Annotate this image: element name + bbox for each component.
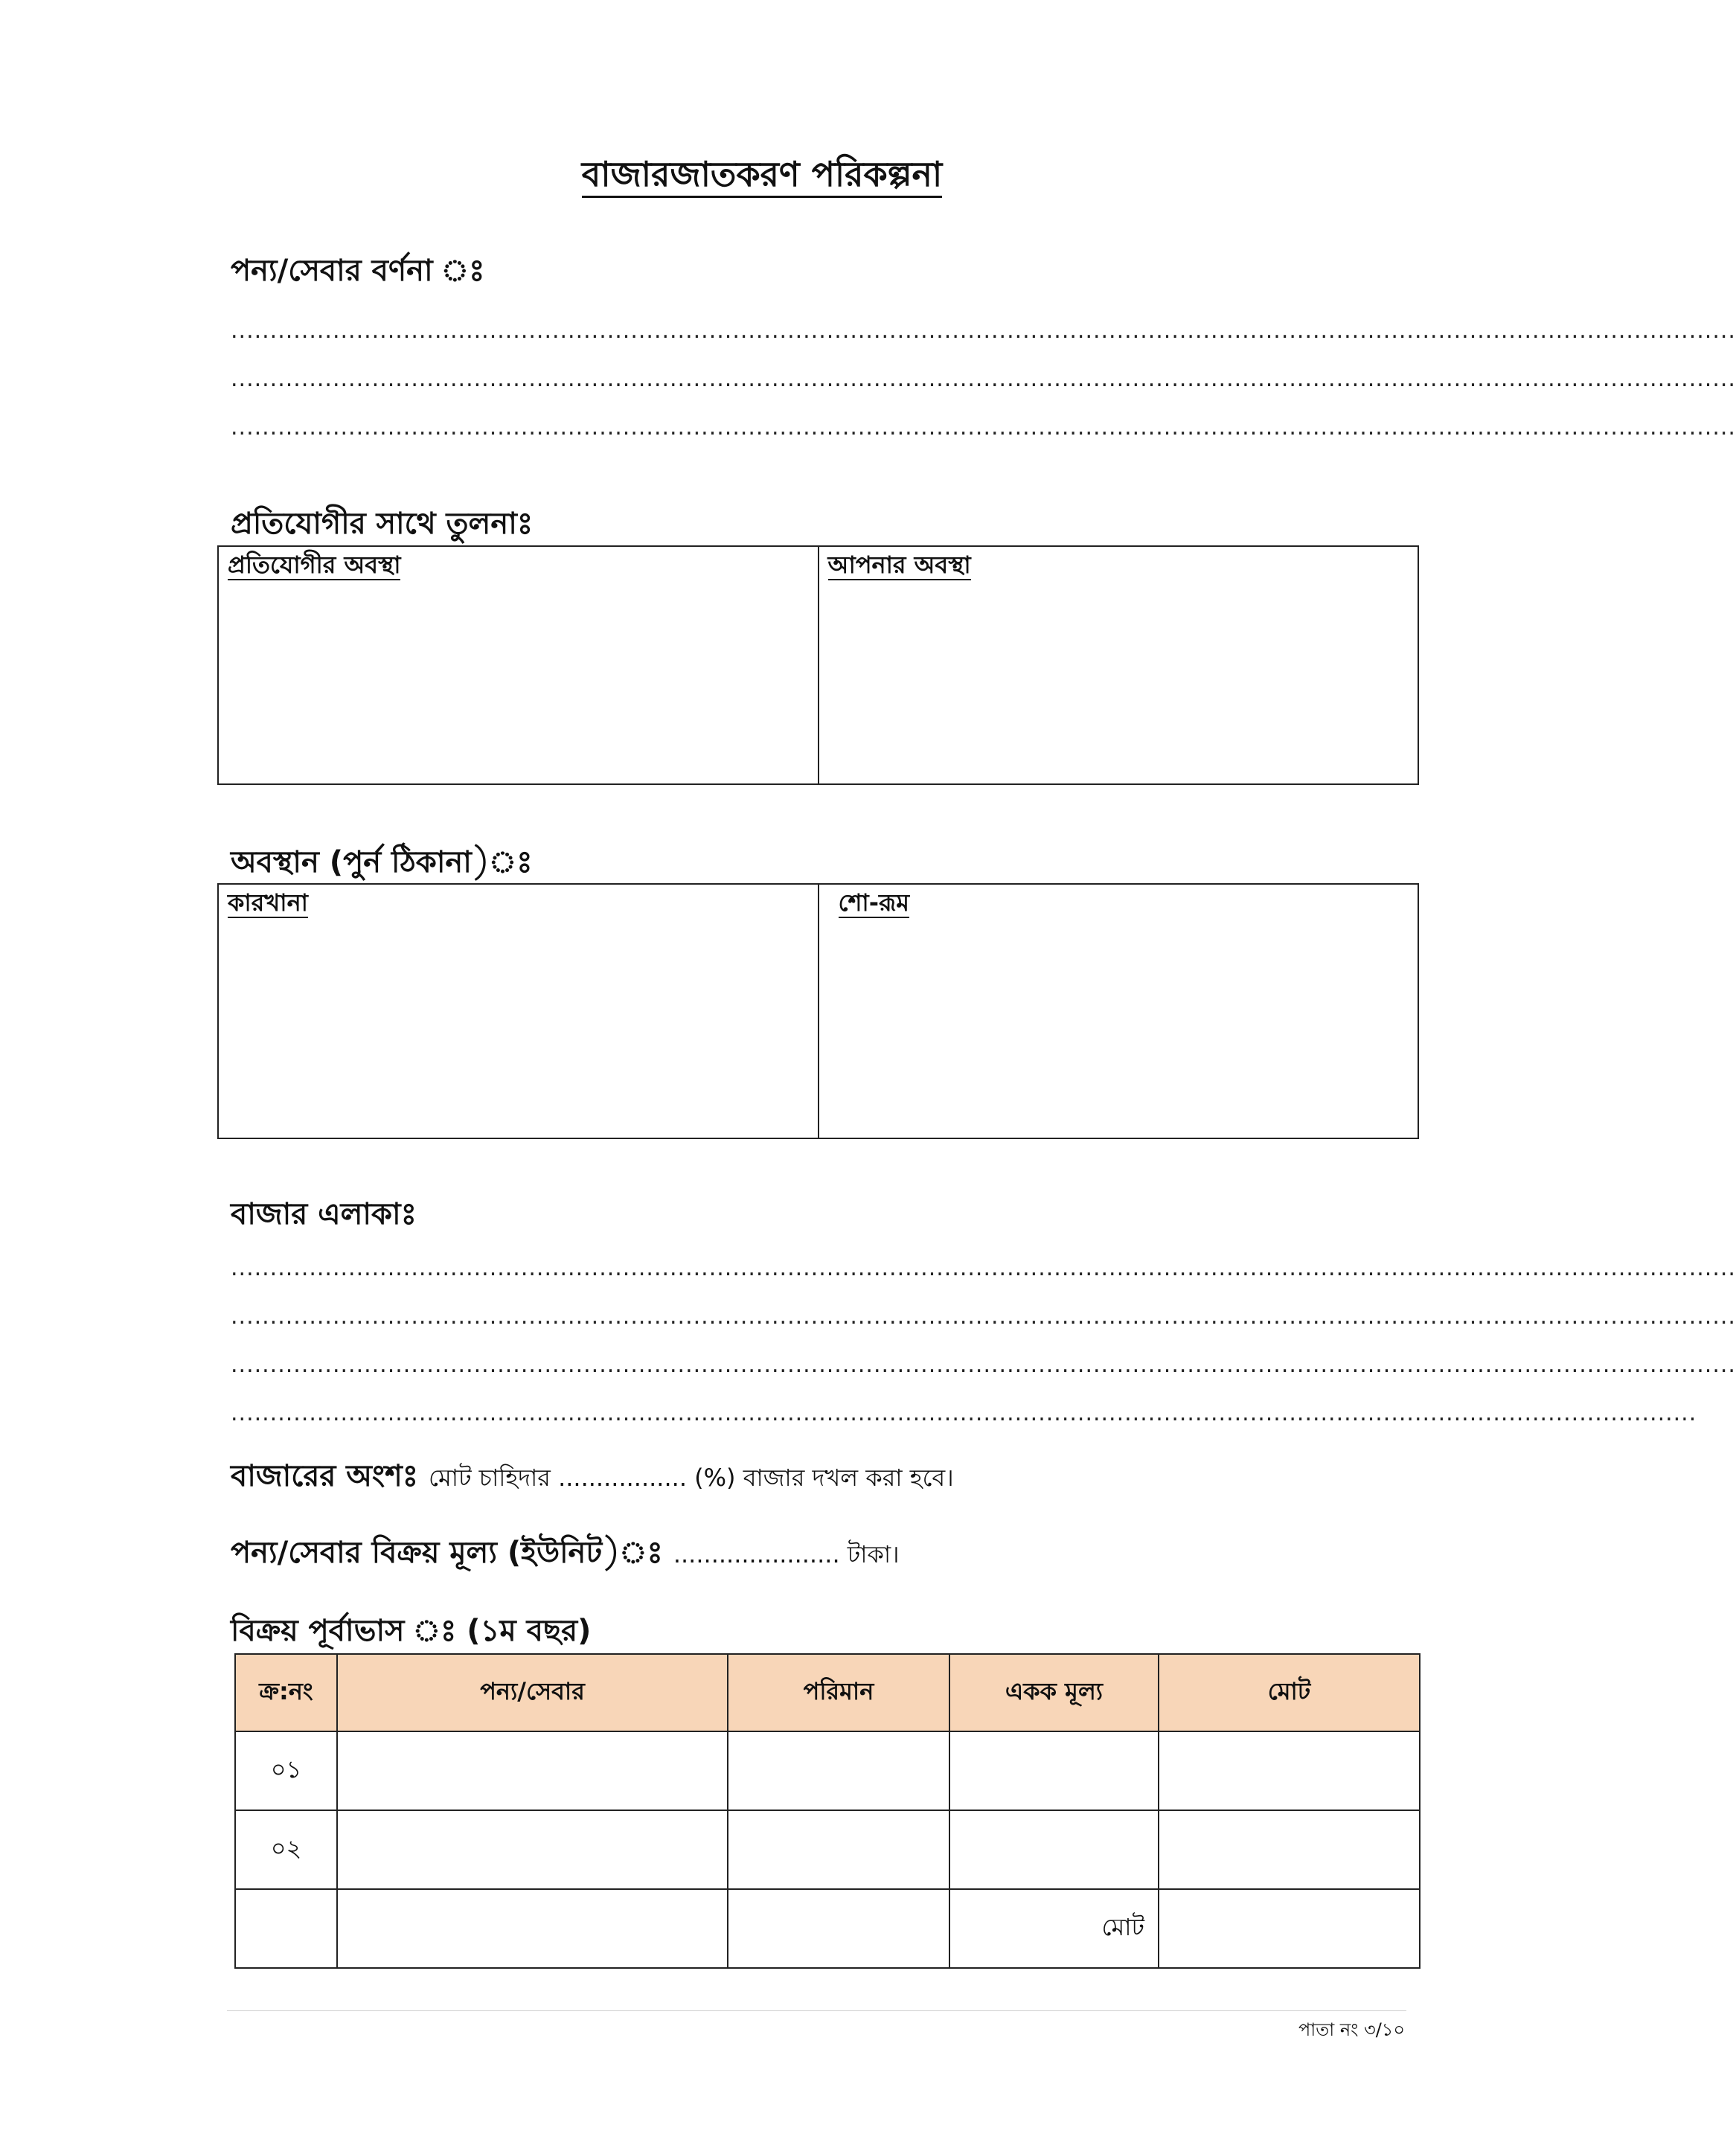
competitor-comparison-heading: প্রতিযোগীর সাথে তুলনাঃ [231, 507, 534, 541]
page-number: পাতা নং ৩/১০ [1298, 2019, 1405, 2040]
product-cell[interactable] [337, 1810, 728, 1889]
dotted-line: ................................................................................................................................................................................................ [231, 1255, 1736, 1281]
showroom-label: শো-রূম [838, 888, 910, 917]
serial-cell: ০২ [235, 1810, 337, 1889]
factory-cell[interactable] [219, 885, 818, 1138]
unit-price-label: পন্য/সেবার বিক্রয় মূল্য (ইউনিট)ঃ [231, 1536, 663, 1570]
column-header-product: পন্য/সেবার [337, 1654, 728, 1731]
dotted-line: ........................................................................................................................................................................................... [231, 1400, 1697, 1426]
footer-divider [227, 2010, 1406, 2011]
sales-forecast-table [234, 1653, 1420, 1969]
unit-price-cell[interactable] [949, 1731, 1159, 1810]
dotted-line: ................................................................................................................................................................................................ [231, 1352, 1736, 1378]
market-share-label: বাজারের অংশঃ [231, 1459, 419, 1493]
own-status-cell[interactable] [818, 547, 1418, 783]
dotted-line: ................................................................................................................................................................................................ [231, 414, 1736, 440]
column-header-unit-price: একক মূল্য [949, 1654, 1159, 1731]
unit-price-line [231, 1529, 900, 1579]
table-header-row [235, 1654, 1420, 1731]
grand-total-label: মোট [949, 1889, 1159, 1968]
market-area-heading: বাজার এলাকাঃ [231, 1197, 417, 1231]
table-row [235, 1810, 1420, 1889]
quantity-cell [728, 1889, 949, 1968]
product-description-heading: পন্য/সেবার বর্ণনা ঃ [231, 254, 485, 288]
column-header-total: মোট [1159, 1654, 1420, 1731]
total-cell[interactable] [1159, 1731, 1420, 1810]
serial-cell [235, 1889, 337, 1968]
product-cell[interactable] [337, 1731, 728, 1810]
sales-forecast-heading: বিক্রয় পূর্বাভাস ঃ (১ম বছর) [231, 1614, 592, 1648]
competitor-status-label: প্রতিযোগীর অবস্থা [228, 551, 401, 579]
grand-total-cell[interactable] [1159, 1889, 1420, 1968]
unit-price-cell[interactable] [949, 1810, 1159, 1889]
location-box [217, 883, 1419, 1139]
table-row-total [235, 1889, 1420, 1968]
product-cell [337, 1889, 728, 1968]
column-header-quantity: পরিমান [728, 1654, 949, 1731]
column-header-serial: ক্র:নং [235, 1654, 337, 1731]
page-title-text: বাজারজাতকরণ পরিকল্পনা [582, 154, 943, 198]
table-row [235, 1731, 1420, 1810]
dotted-line: ................................................................................................................................................................................................ [231, 318, 1736, 344]
own-status-label: আপনার অবস্থা [827, 551, 971, 579]
page-title [0, 149, 1524, 205]
competitor-comparison-box [217, 545, 1419, 785]
factory-label: কারখানা [228, 888, 308, 917]
total-cell[interactable] [1159, 1810, 1420, 1889]
unit-price-text: ...................... টাকা। [673, 1540, 900, 1568]
showroom-cell[interactable] [818, 885, 1418, 1138]
dotted-line: ................................................................................................................................................................................................ [231, 1304, 1736, 1330]
market-share-text: মোট চাহিদার ................. (%) বাজার দখল করা হবে। [429, 1464, 954, 1492]
competitor-status-cell[interactable] [219, 547, 818, 783]
serial-cell: ০১ [235, 1731, 337, 1810]
location-heading: অবস্থান (পুর্ন ঠিকানা)ঃ [231, 845, 533, 879]
quantity-cell[interactable] [728, 1810, 949, 1889]
quantity-cell[interactable] [728, 1731, 949, 1810]
market-share-line [231, 1452, 954, 1502]
dotted-line: ................................................................................................................................................................................................ [231, 366, 1736, 392]
